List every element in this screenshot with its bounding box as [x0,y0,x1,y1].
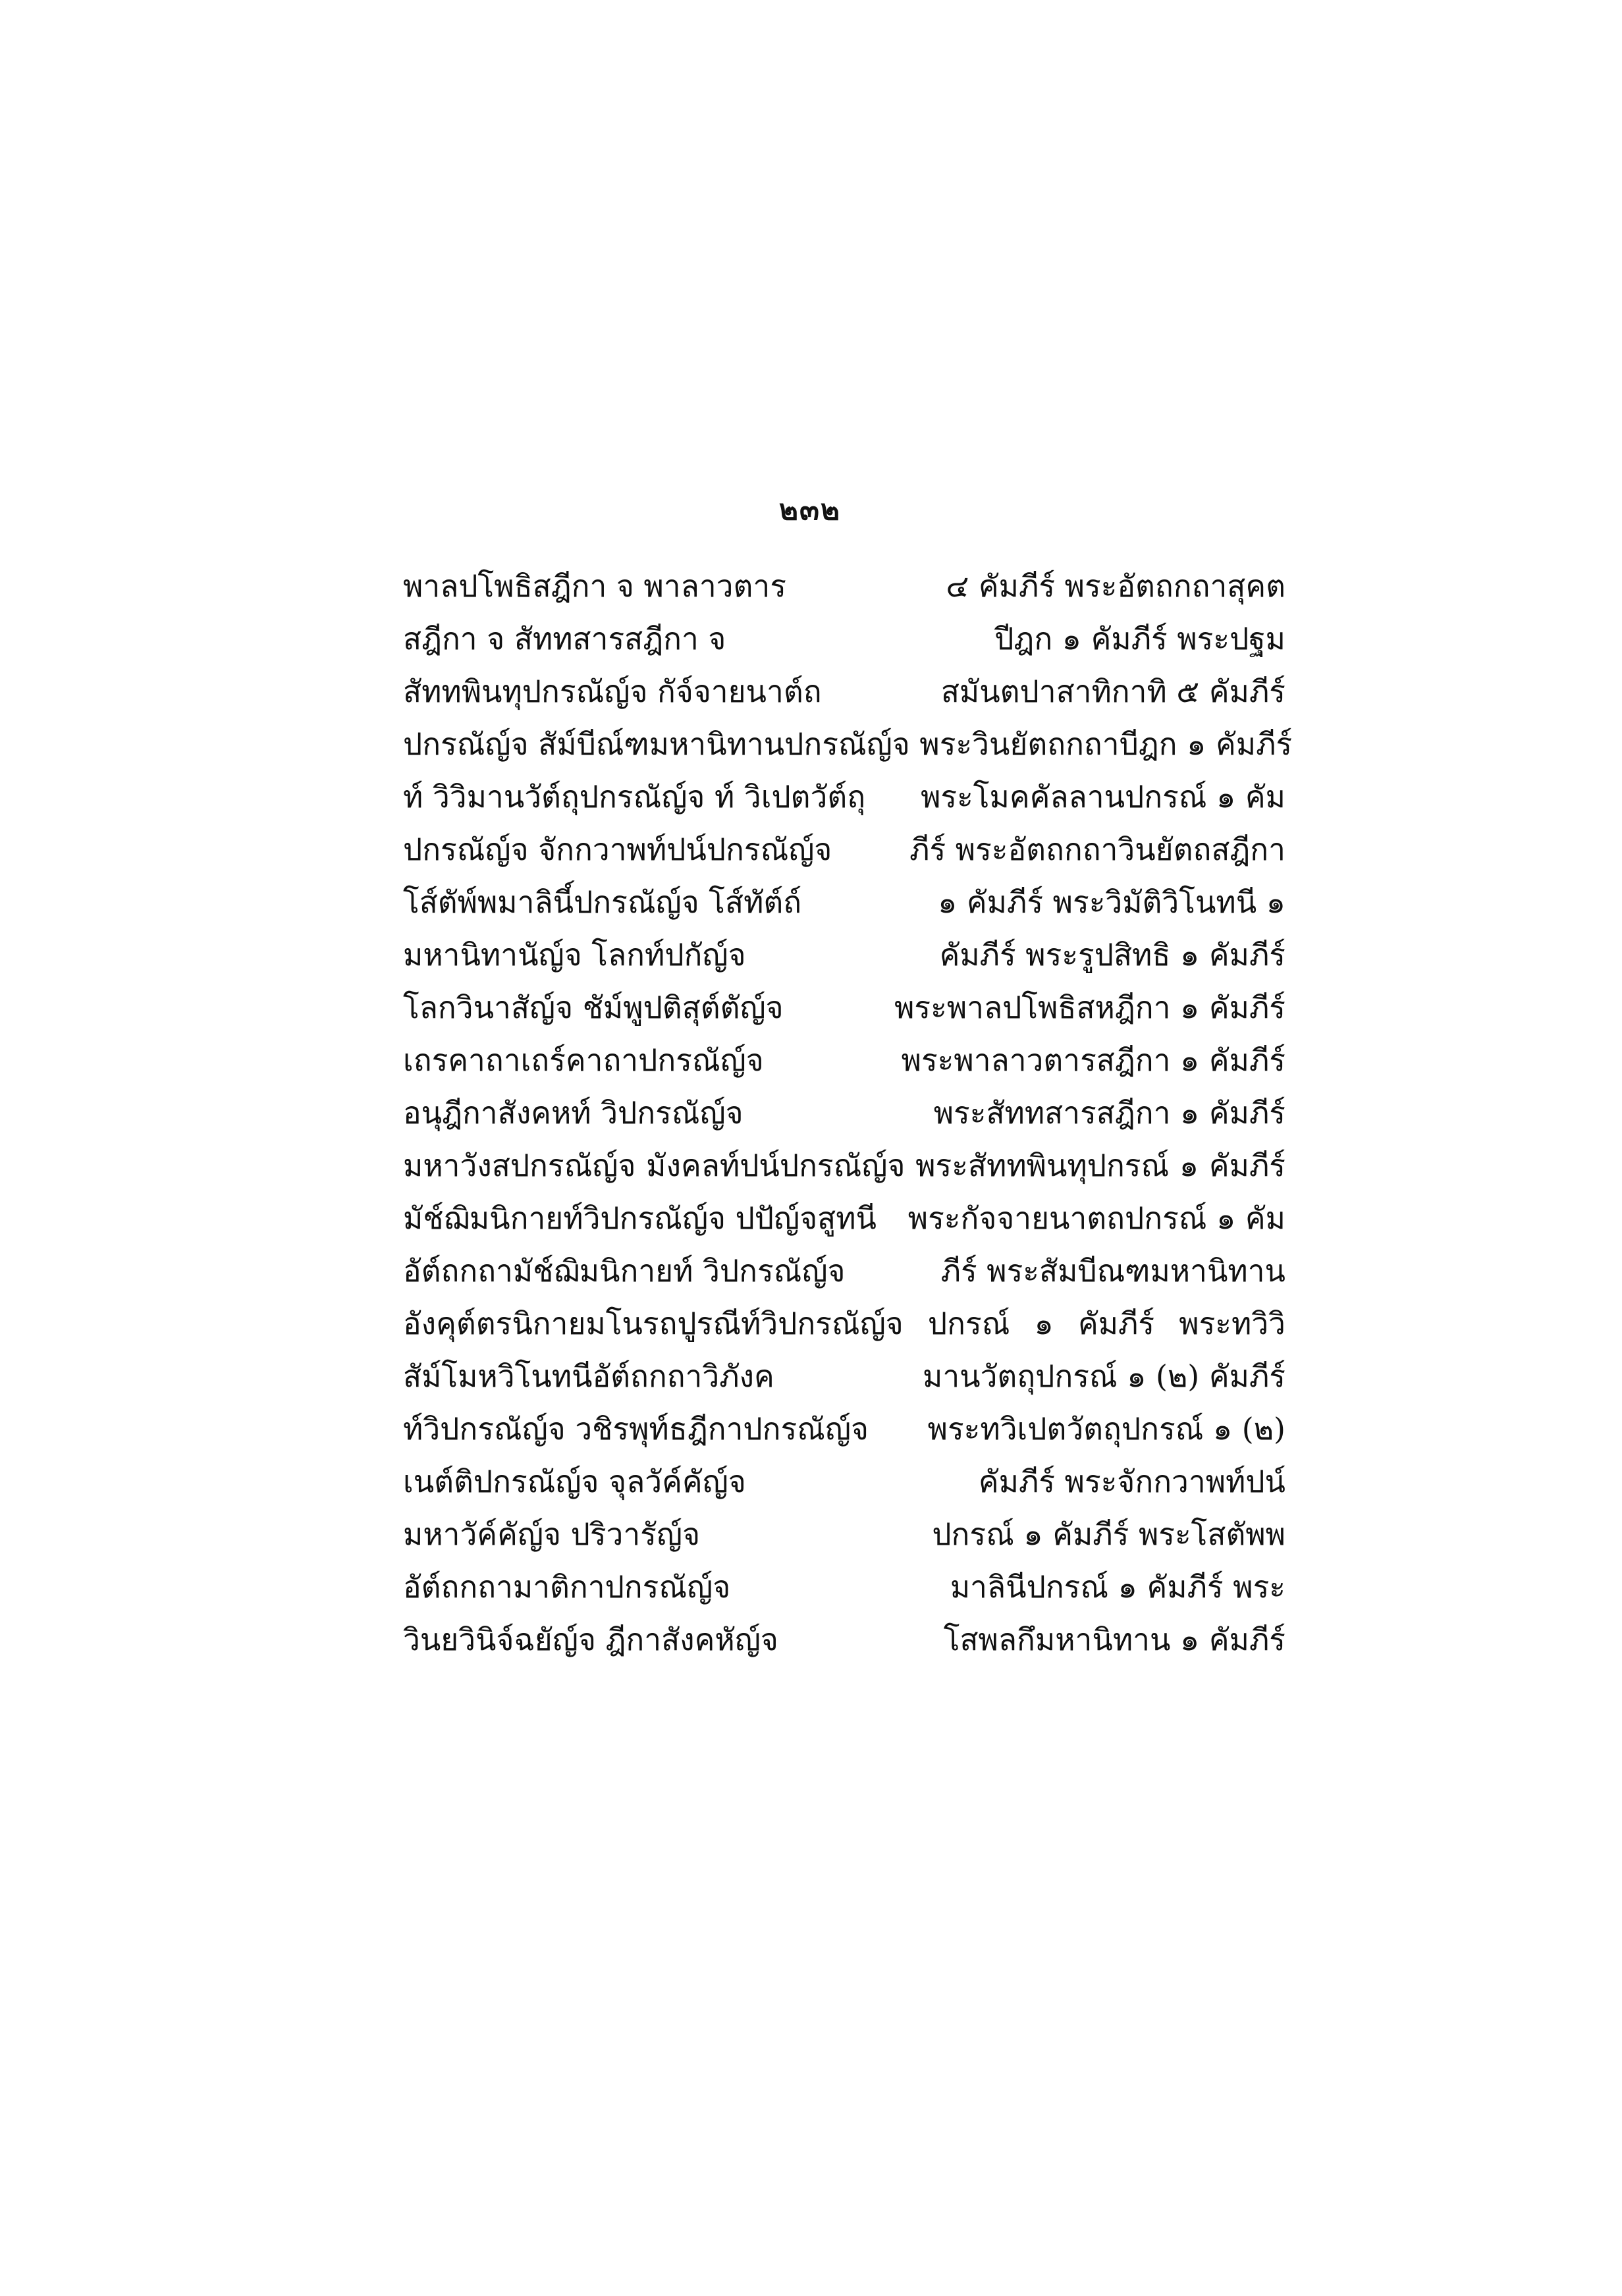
line-text-right-column: พระทวิเปตวัตถุปกรณ์ ๑ (๒) [927,1411,1285,1447]
line-text-right-column: พระพาลปโพธิสหฎีกา ๑ คัมภีร์ [894,990,1285,1025]
text-line [403,823,1285,876]
line-text-right-column: ๑ คัมภีร์ พระวิมัติวิโนทนี ๑ [938,884,1285,920]
text-line [403,1455,1285,1508]
line-text-left-column: สัม์โมหวิโนทนีอัต์ถกถาวิภังค [403,1358,774,1394]
line-text-full: มหาวังสปกรณัญ์จ มังคลท์ปน์ปกรณัญ์จ พระสัททพินทุปกรณ์ ๑ คัมภีร์ [403,1148,1285,1183]
line-text-right-column: พระพาลาวตารสฎีกา ๑ คัมภีร์ [901,1042,1285,1078]
line-text-right-column: พระกัจจายนาตถปกรณ์ ๑ คัม [907,1200,1285,1236]
line-text-left-column: โลกวินาสัญ์จ ชัม์พูปติสุต์ตัญ์จ [403,990,784,1025]
page-number: ๒๓๒ [778,493,842,527]
line-text-right-column: คัมภีร์ พระรูปสิทธิ ๑ คัมภีร์ [939,937,1285,973]
line-text-right-column: สมันตปาสาทิกาทิ ๕ คัมภีร์ [940,674,1285,709]
line-text-left-column: ปกรณัญ์จ จักกวาพท์ปน์ปกรณัญ์จ [403,832,832,867]
text-line [403,1034,1285,1086]
line-text-left-column: พาลปโพธิสฎีกา จ พาลาวตาร [403,568,786,604]
text-line [403,928,1285,981]
line-text-left-column: เนต์ติปกรณัญ์จ จุลวัค์คัญ์จ [403,1464,746,1499]
line-text-left-column: ท์วิปกรณัญ์จ วชิรพุท์ธฎีกาปกรณัญ์จ [403,1411,869,1447]
line-text-left-column: มหานิทานัญ์จ โลกท์ปกัญ์จ [403,937,746,973]
line-text-right-column: ปกรณ์ ๑ คัมภีร์ พระโสตัพพ [932,1516,1285,1552]
line-text-right-column: พระโมคคัลลานปกรณ์ ๑ คัม [921,779,1285,814]
text-line [403,1561,1285,1613]
text-line [403,1402,1285,1455]
text-line [403,1192,1285,1244]
text-line [403,1508,1285,1561]
text-line [403,981,1285,1034]
line-text-left-column: เถรคาถาเถร์คาถาปกรณัญ์จ [403,1042,764,1078]
text-line [403,1139,1285,1192]
text-line [403,1244,1285,1297]
line-text-right-column: โสพลกึมหานิทาน ๑ คัมภีร์ [943,1622,1285,1657]
line-text-right-column: มาลินีปกรณ์ ๑ คัมภีร์ พระ [950,1569,1285,1605]
text-body [403,560,1293,1666]
line-text-left-column: วินยวินิจ์ฉยัญ์จ ฎีกาสังคหัญ์จ [403,1622,778,1657]
line-text-left-column: ท์ วิวิมานวัต์ถุปกรณัญ์จ ท์ วิเปตวัต์ถุ [403,779,866,814]
text-line [403,1086,1285,1139]
text-line [403,665,1285,718]
line-text-left-column: มัช์ฌิมนิกายท์วิปกรณัญ์จ ปปัญ์จสูทนี [403,1200,877,1236]
line-text-left-column: โส์ตัพ์พมาลินี์ปกรณัญ์จ โส์ทัต์ถ์ [403,884,802,920]
line-text-right-column: พระสัททสารสฎีกา ๑ คัมภีร์ [933,1095,1285,1131]
line-text-left-column: สัททพินทุปกรณัญ์จ กัจ์จายนาต์ถ [403,674,822,709]
line-text-left-column: สฎีกา จ สัททสารสฎีกา จ [403,621,726,656]
line-text-left-column: อนุฎีกาสังคหท์ วิปกรณัญ์จ [403,1095,743,1131]
line-text-right-column: ปีฎก ๑ คัมภีร์ พระปฐม [994,621,1285,656]
text-line [403,612,1285,665]
text-line [403,1297,1285,1350]
line-text-left-column: อัต์ถกถามาติกาปกรณัญ์จ [403,1569,731,1605]
line-text-right-column: ภีร์ พระอัตถกถาวินยัตถสฎีกา [909,832,1285,867]
text-line [403,770,1285,823]
text-line [403,560,1285,612]
text-line [403,876,1285,928]
text-line [403,1613,1285,1666]
line-text-right-column: ๔ คัมภีร์ พระอัตถกถาสุคต [946,568,1285,604]
line-text-full: ปกรณัญ์จ สัม์บีณ์ฑมหานิทานปกรณัญ์จ พระวินยัตถกถาบีฎก ๑ คัมภีร์ [403,726,1293,762]
line-text-left-column: อัต์ถกถามัช์ฌิมนิกายท์ วิปกรณัญ์จ [403,1253,846,1289]
text-line [403,718,1293,770]
line-text-full: อังคุต์ตรนิกายมโนรถปูรณีท์วิปกรณัญ์จ ปกรณ์ ๑ คัมภีร์ พระทวิวิ [403,1306,1285,1341]
line-text-right-column: คัมภีร์ พระจักกวาพท์ปน์ [978,1464,1285,1499]
line-text-right-column: มานวัตถุปกรณ์ ๑ (๒) คัมภีร์ [923,1358,1285,1394]
text-line [403,1350,1285,1402]
line-text-right-column: ภีร์ พระสัมบีณฑมหานิทาน [940,1253,1285,1289]
line-text-left-column: มหาวัค์คัญ์จ ปริวารัญ์จ [403,1516,701,1552]
